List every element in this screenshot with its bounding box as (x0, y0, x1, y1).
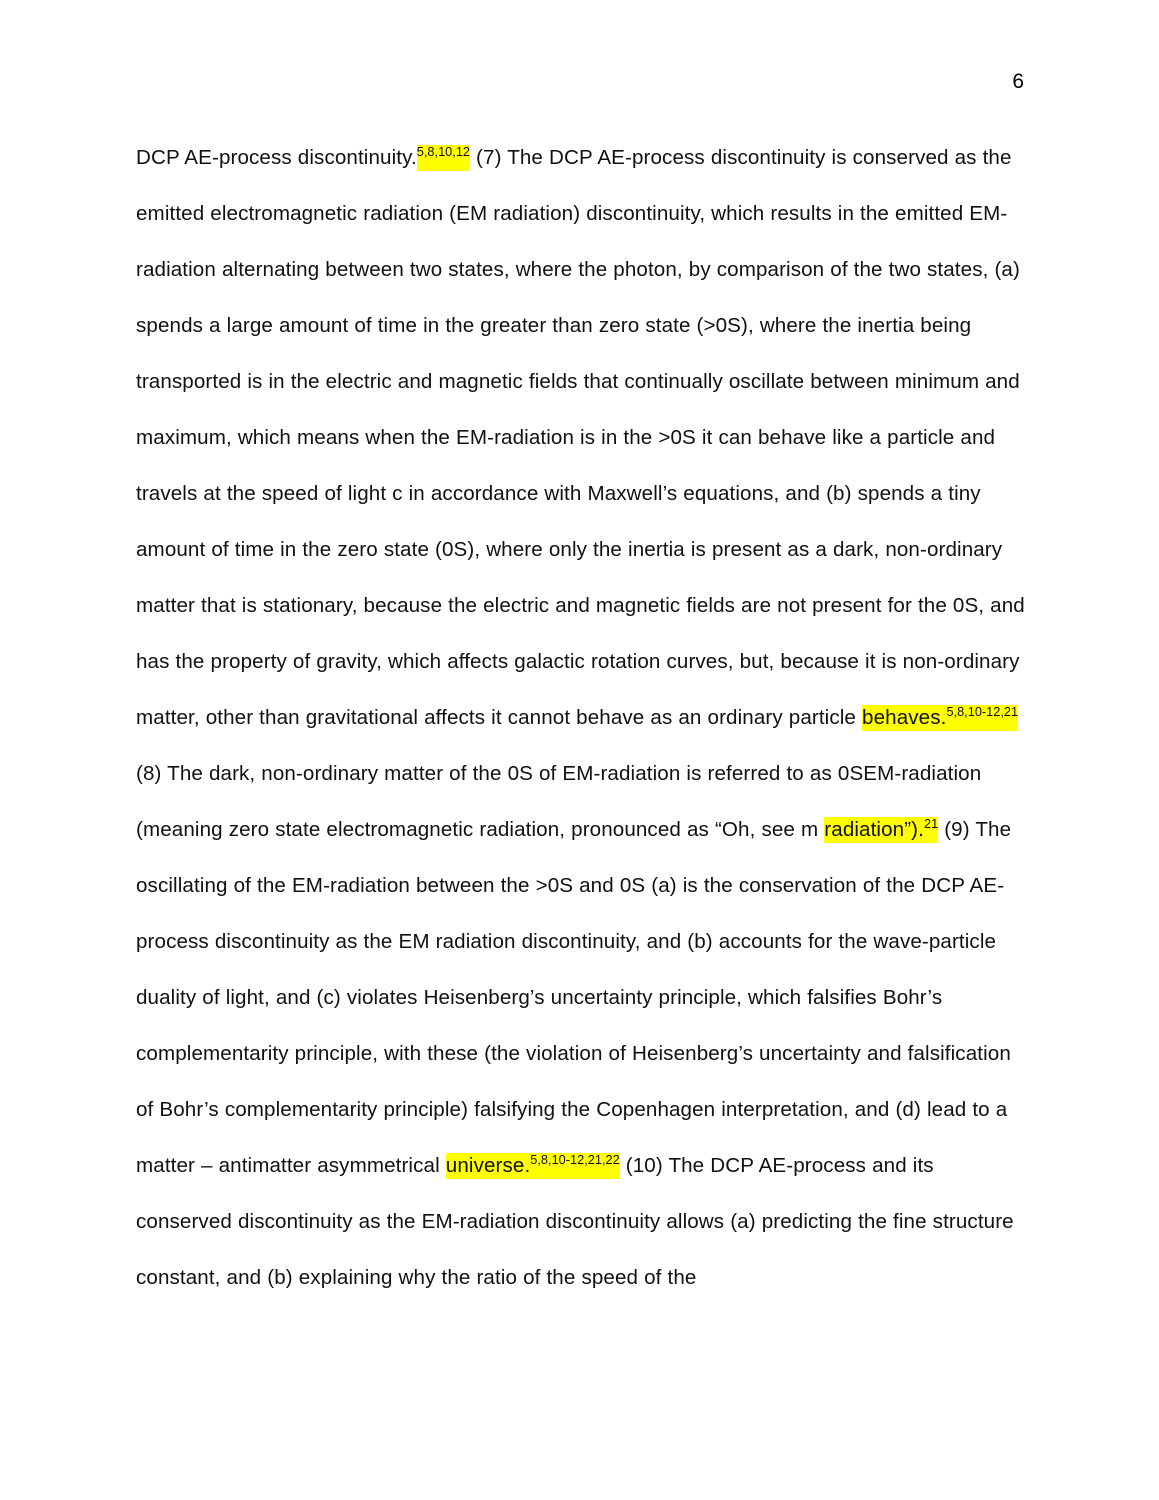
highlighted-word: universe. (445, 1154, 531, 1177)
citation-superscript: 21 (923, 816, 939, 832)
highlighted-citation (417, 145, 470, 171)
body-text-run: (8) The dark, non-ordinary matter of the 0S of EM-radiation is referred to as 0SEM-radiation (meaning zero state electromagnetic radiation, pronounced as “Oh, see m (136, 762, 982, 841)
citation-superscript: 5,8,10-12,21 (946, 704, 1019, 720)
highlighted-citation (862, 705, 1018, 731)
highlighted-citation (824, 817, 938, 843)
citation-superscript: 5,8,10-12,21,22 (530, 1152, 620, 1168)
citation-superscript: 5,8,10,12 (416, 144, 471, 160)
highlighted-word: radiation”). (824, 818, 924, 841)
highlighted-word: behaves. (862, 706, 947, 729)
body-text-run: DCP AE-process discontinuity. (136, 146, 417, 169)
highlighted-citation (446, 1153, 620, 1179)
body-text-block (136, 130, 1026, 1306)
body-text-run: (7) The DCP AE-process discontinuity is conserved as the emitted electromagnetic radiation (EM radiation) discontinuity, which results in the emitted EM-radiation alternating between two states, where the photon, by comparison of the two states, (a) spends a large amount of time in the greater than zero state (>0S), where the inertia being transported is in the electric and magnetic fields that continually oscillate between minimum and maximum, which means when the EM-radiation is in the >0S it can behave like a particle and travels at the speed of light c in accordance with Maxwell’s equations, and (b) spends a tiny amount of time in the zero state (0S), where only the inertia is present as a dark, non-ordinary matter that is stationary, because the electric and magnetic fields are not present for the 0S, and has the property of gravity, which affects galactic rotation curves, but, because it is non-ordinary matter, other than gravitational affects it cannot behave as an ordinary particle (136, 146, 1025, 729)
page-number: 6 (1012, 70, 1024, 93)
body-text-run: (10) The DCP AE-process and its conserved discontinuity as the EM-radiation discontinuity allows (a) predicting the fine structure constant, and (b) explaining why the ratio of the speed of the (136, 1154, 1014, 1289)
body-text-run: (9) The oscillating of the EM-radiation between the >0S and 0S (a) is the conservation of the DCP AE-process discontinuity as the EM radiation discontinuity, and (b) accounts for the wave-particle duality of light, and (c) violates Heisenberg’s uncertainty principle, which falsifies Bohr’s complementarity principle, with these (the violation of Heisenberg’s uncertainty and falsification of Bohr’s complementarity principle) falsifying the Copenhagen interpretation, and (d) lead to a matter – antimatter asymmetrical (136, 818, 1012, 1177)
body-paragraph (136, 130, 1026, 1306)
